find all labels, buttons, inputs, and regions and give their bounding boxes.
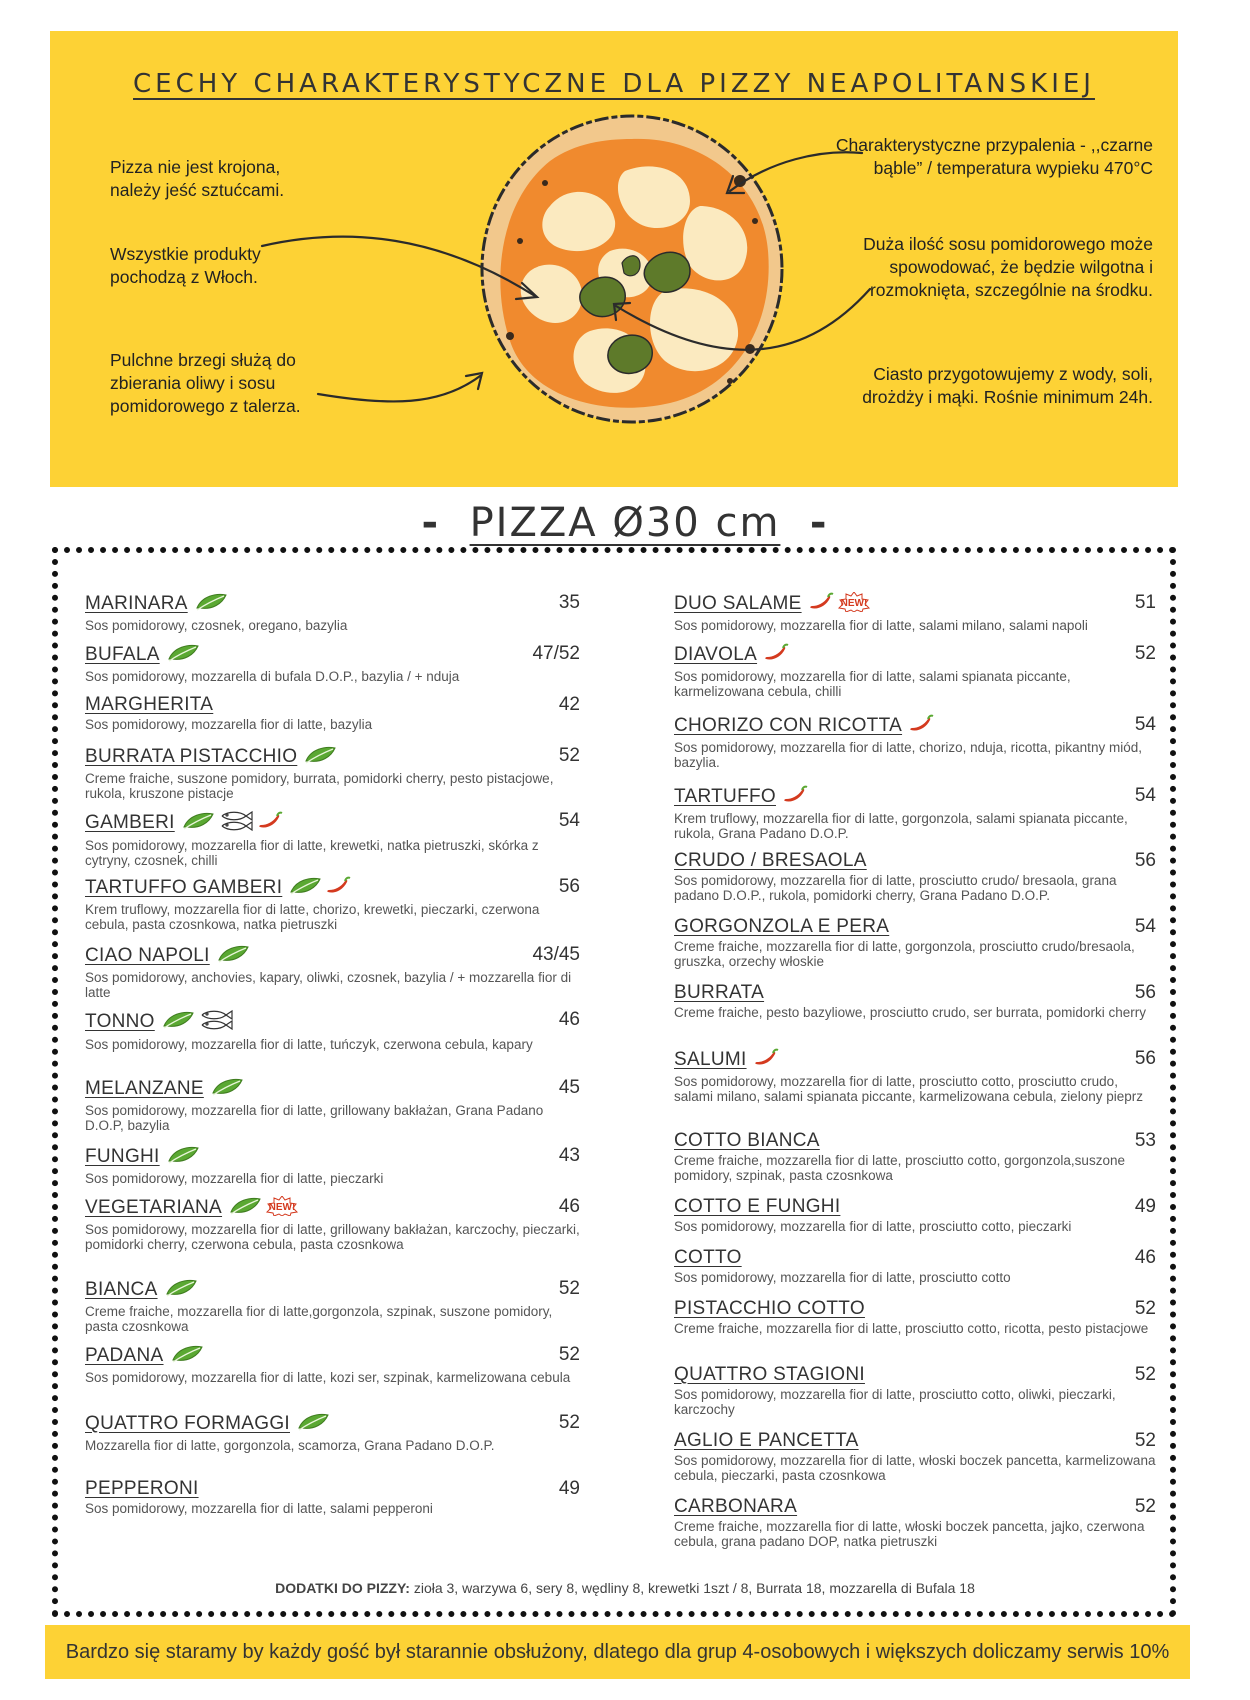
- menu-item-description: Sos pomidorowy, mozzarella fior di latte, prosciutto crudo/ bresaola, grana padano D.O.P., rukola, pomidorki cherry, Grana Padano D.O.P.: [674, 873, 1117, 903]
- fish-icon: [218, 810, 254, 837]
- menu-item-header: [85, 745, 580, 770]
- menu-item-icons: [181, 810, 286, 837]
- menu-item-description: Creme fraiche, pesto bazyliowe, prosciutto crudo, ser burrata, pomidorki cherry: [674, 1005, 1146, 1020]
- menu-item-price: 49: [558, 1478, 580, 1499]
- menu-item: [85, 1412, 580, 1453]
- menu-item-name: SALUMI: [674, 1048, 747, 1070]
- menu-item-description: Sos pomidorowy, mozzarella fior di latte, włoski boczek pancetta, karmelizowana cebula, pieczarki, pasta czosnkowa: [674, 1453, 1156, 1483]
- menu-item-header: [674, 1496, 1156, 1518]
- leaf-icon: [166, 643, 200, 668]
- leaf-icon: [181, 811, 215, 836]
- menu-item: [85, 694, 580, 732]
- menu-item-price: 52: [558, 1278, 580, 1299]
- menu-item: [85, 810, 580, 868]
- menu-item-header: [674, 592, 1156, 617]
- features-title: CECHY CHARAKTERYSTYCZNE DLA PIZZY NEAPOLITANSKIEJ: [133, 69, 1095, 99]
- menu-item-header: [674, 1247, 1156, 1269]
- menu-item-icons: [808, 592, 874, 617]
- menu-item-description: Mozzarella fior di latte, gorgonzola, scamorza, Grana Padano D.O.P.: [85, 1438, 495, 1453]
- menu-item-description: Sos pomidorowy, mozzarella fior di latte, grillowany bakłażan, Grana Padano D.O.P, bazylia: [85, 1103, 544, 1133]
- menu-item-price: 52: [1134, 1364, 1156, 1385]
- menu-item-name: BURRATA PISTACCHIO: [85, 745, 298, 767]
- heading-text: PIZZA Ø30 cm: [469, 500, 781, 546]
- menu-item-header: [85, 1009, 580, 1036]
- menu-item: [85, 1478, 580, 1516]
- menu-item-price: 43: [558, 1145, 580, 1166]
- menu-item: [674, 1364, 1156, 1417]
- chili-icon: [808, 592, 834, 617]
- menu-item-description: Creme fraiche, mozzarella fior di latte, gorgonzola, prosciutto crudo/bresaola, gruszka, orzechy włoskie: [674, 939, 1135, 969]
- leaf-icon: [164, 1278, 198, 1303]
- menu-item-price: 53: [1134, 1130, 1156, 1151]
- menu-item-icons: [753, 1048, 782, 1073]
- menu-item-description: Sos pomidorowy, anchovies, kapary, oliwki, czosnek, bazylia / + mozzarella fior di latte: [85, 970, 572, 1000]
- menu-item-icons: [288, 876, 354, 901]
- menu-item-name: CIAO NAPOLI: [85, 944, 210, 966]
- heading-dash-left: -: [421, 500, 441, 546]
- menu-item-name: MARINARA: [85, 592, 188, 614]
- menu-item-icons: [216, 944, 253, 969]
- menu-item-name: BIANCA: [85, 1278, 158, 1300]
- menu-item-name: COTTO E FUNGHI: [674, 1196, 841, 1217]
- menu-item-price: 54: [1134, 714, 1156, 735]
- menu-item-description: Krem truflowy, mozzarella fior di latte, chorizo, krewetki, pieczarki, czerwona cebula, pasta czosnkowa, natka pietruszki: [85, 902, 540, 932]
- chili-icon: [782, 785, 808, 810]
- menu-item-description: Sos pomidorowy, mozzarella fior di latte, bazylia: [85, 717, 373, 732]
- menu-item-description: Creme fraiche, mozzarella fior di latte,gorgonzola, szpinak, suszone pomidory, pasta czosnkowa: [85, 1304, 553, 1334]
- menu-item: [85, 1145, 580, 1186]
- menu-item: [85, 745, 580, 801]
- menu-item-header: [674, 643, 1156, 668]
- menu-item-icons: [210, 1077, 247, 1102]
- menu-item-header: [674, 1130, 1156, 1152]
- menu-item-price: 54: [1134, 785, 1156, 806]
- chili-icon: [763, 643, 789, 668]
- menu-item-header: [674, 1196, 1156, 1218]
- menu-item-name: AGLIO E PANCETTA: [674, 1430, 859, 1451]
- menu-item-name: CARBONARA: [674, 1496, 798, 1517]
- menu-item-description: Sos pomidorowy, mozzarella fior di latte, chorizo, nduja, ricotta, pikantny miód, bazylia.: [674, 740, 1142, 770]
- menu-item-price: 43/45: [532, 944, 580, 965]
- fact-no-slicing: Pizza nie jest krojona, należy jeść sztućcami.: [110, 157, 285, 200]
- leaf-icon: [228, 1196, 262, 1221]
- leaf-icon: [166, 1145, 200, 1170]
- chili-icon: [257, 811, 283, 836]
- menu-item-icons: [194, 592, 231, 617]
- menu-item-description: Sos pomidorowy, mozzarella fior di latte, salami milano, salami napoli: [674, 618, 1088, 633]
- menu-item-header: [85, 1478, 580, 1500]
- menu-item: [85, 1077, 580, 1133]
- pizza-heading: [0, 500, 1250, 546]
- menu-item: [85, 944, 580, 1000]
- menu-item-price: 54: [558, 810, 580, 831]
- menu-item: [674, 1196, 1156, 1234]
- menu-item: [85, 592, 580, 633]
- menu-item: [674, 1048, 1156, 1104]
- chili-icon: [908, 714, 934, 739]
- menu-item-icons: [228, 1196, 302, 1221]
- menu-item-description: Creme fraiche, suszone pomidory, burrata, pomidorki cherry, pesto pistacjowe, rukola, kruszone pistacje: [85, 771, 554, 801]
- menu-item-name: COTTO BIANCA: [674, 1130, 820, 1151]
- menu-item-price: 46: [558, 1196, 580, 1217]
- menu-item-header: [674, 1298, 1156, 1320]
- menu-item-icons: [763, 643, 792, 668]
- menu-item-description: Creme fraiche, mozzarella fior di latte, prosciutto cotto, ricotta, pesto pistacjowe: [674, 1321, 1149, 1336]
- menu-item: [85, 1196, 580, 1252]
- menu-item-price: 56: [558, 876, 580, 897]
- menu-item-price: 52: [1134, 1430, 1156, 1451]
- menu-item-header: [85, 1196, 580, 1221]
- menu-item-name: TARTUFFO: [674, 785, 776, 807]
- new-badge-text: NEW!: [268, 1202, 296, 1213]
- menu-item-description: Krem truflowy, mozzarella fior di latte, gorgonzola, salami spianata piccante, rukola, Grana Padano D.O.P.: [674, 811, 1128, 841]
- menu-item: [674, 1430, 1156, 1483]
- service-notice: [45, 1625, 1190, 1679]
- menu-item-name: GAMBERI: [85, 811, 175, 833]
- menu-item-icons: [303, 745, 340, 770]
- menu-item-name: FUNGHI: [85, 1145, 160, 1167]
- menu-item-header: [85, 1412, 580, 1437]
- pizza-extras: [0, 1580, 1250, 1596]
- menu-item-name: BURRATA: [674, 982, 765, 1003]
- menu-item-header: [674, 850, 1156, 872]
- leaf-icon: [170, 1344, 204, 1369]
- menu-item: [674, 850, 1156, 903]
- menu-item-name: QUATTRO STAGIONI: [674, 1364, 865, 1385]
- menu-item-price: 52: [1134, 1496, 1156, 1517]
- menu-item: [85, 1344, 580, 1385]
- menu-item-description: Sos pomidorowy, mozzarella di bufala D.O.P., bazylia / + nduja: [85, 669, 460, 684]
- menu-item-header: [674, 714, 1156, 739]
- leaf-icon: [303, 745, 337, 770]
- menu-item-header: [674, 1364, 1156, 1386]
- chili-icon: [325, 876, 351, 901]
- menu-item-price: 51: [1134, 592, 1156, 613]
- fact-crust-edges: Pulchne brzegi służą do zbierania oliwy i sosu pomidorowego z talerza.: [110, 350, 301, 416]
- leaf-icon: [194, 592, 228, 617]
- menu-item-name: CHORIZO CON RICOTTA: [674, 714, 903, 736]
- menu-item-name: MELANZANE: [85, 1077, 204, 1099]
- fish-icon: [198, 1009, 234, 1036]
- fact-italian-products: Wszystkie produkty pochodzą z Włoch.: [110, 244, 261, 287]
- leaf-icon: [296, 1412, 330, 1437]
- menu-item-price: 52: [558, 1412, 580, 1433]
- menu-item-description: Creme fraiche, mozzarella fior di latte, prosciutto cotto, gorgonzola,suszone pomidory, szpinak, pasta czosnkowa: [674, 1153, 1125, 1183]
- menu-item-price: 46: [558, 1009, 580, 1030]
- new-badge-text: NEW!: [840, 598, 867, 609]
- menu-item-header: [85, 810, 580, 837]
- leaf-icon: [210, 1077, 244, 1102]
- menu-item: [674, 916, 1156, 969]
- menu-item-header: [85, 1145, 580, 1170]
- menu-item-description: Sos pomidorowy, mozzarella fior di latte, kozi ser, szpinak, karmelizowana cebula: [85, 1370, 571, 1385]
- menu-item-name: CRUDO / BRESAOLA: [674, 850, 867, 871]
- menu-item-description: Sos pomidorowy, mozzarella fior di latte, prosciutto cotto: [674, 1270, 1011, 1285]
- menu-item-icons: [296, 1412, 333, 1437]
- menu-item: [85, 1278, 580, 1334]
- menu-item-description: Sos pomidorowy, mozzarella fior di latte, pieczarki: [85, 1171, 384, 1186]
- menu-item: [85, 876, 580, 932]
- menu-item-description: Sos pomidorowy, mozzarella fior di latte, tuńczyk, czerwona cebula, kapary: [85, 1037, 533, 1052]
- menu-item-header: [85, 694, 580, 716]
- menu-item: [674, 592, 1156, 633]
- menu-item: [674, 1298, 1156, 1336]
- menu-item-description: Sos pomidorowy, mozzarella fior di latte, prosciutto cotto, prosciutto crudo, salami milano, salami spianata piccante, karmelizowana cebula, zielony pieprz: [674, 1074, 1143, 1104]
- heading-dash-right: -: [809, 500, 829, 546]
- menu-item-header: [674, 785, 1156, 810]
- menu-item-description: Sos pomidorowy, mozzarella fior di latte, salami pepperoni: [85, 1501, 433, 1516]
- menu-item-header: [85, 944, 580, 969]
- menu-item-name: BUFALA: [85, 643, 160, 665]
- menu-item: [674, 1130, 1156, 1183]
- menu-item-price: 52: [558, 745, 580, 766]
- menu-item-price: 54: [1134, 916, 1156, 937]
- menu-item: [674, 785, 1156, 841]
- features-panel: [50, 31, 1178, 487]
- menu-item: [674, 1496, 1156, 1549]
- menu-item-header: [674, 916, 1156, 938]
- extras-label: DODATKI DO PIZZY:: [275, 1580, 410, 1596]
- menu-item-name: PISTACCHIO COTTO: [674, 1298, 865, 1319]
- menu-item-price: 56: [1134, 982, 1156, 1003]
- menu-item-header: [674, 1048, 1156, 1073]
- service-notice-text: Bardzo się staramy by każdy gość był starannie obsłużony, dlatego dla grup 4-osobowych i większych doliczamy serwis 10%: [65, 1641, 1170, 1663]
- menu-item-name: PEPPERONI: [85, 1478, 199, 1499]
- chili-icon: [753, 1048, 779, 1073]
- menu-item-name: DUO SALAME: [674, 592, 802, 614]
- leaf-icon: [216, 944, 250, 969]
- menu-item-price: 56: [1134, 1048, 1156, 1069]
- menu-item-header: [674, 1430, 1156, 1452]
- menu-item-price: 35: [558, 592, 580, 613]
- menu-item-header: [85, 592, 580, 617]
- new-badge: [837, 592, 871, 617]
- leaf-icon: [161, 1010, 195, 1035]
- menu-item-name: VEGETARIANA: [85, 1196, 223, 1218]
- menu-item-name: GORGONZOLA E PERA: [674, 916, 890, 937]
- menu-item-name: TARTUFFO GAMBERI: [85, 876, 283, 898]
- menu-item-description: Sos pomidorowy, czosnek, oregano, bazylia: [85, 618, 348, 633]
- menu-item-name: COTTO: [674, 1247, 742, 1268]
- menu-item-price: 45: [558, 1077, 580, 1098]
- menu-item: [674, 714, 1156, 770]
- menu-item-header: [85, 643, 580, 668]
- menu-item-icons: [166, 1145, 203, 1170]
- menu-item-price: 49: [1134, 1196, 1156, 1217]
- menu-item: [85, 643, 580, 684]
- menu-item-description: Sos pomidorowy, mozzarella fior di latte, krewetki, natka pietruszki, skórka z cytryny, czosnek, chilli: [85, 838, 539, 868]
- menu-item: [674, 643, 1156, 699]
- menu-item: [674, 1247, 1156, 1285]
- menu-item-icons: [908, 714, 937, 739]
- menu-item-icons: [166, 643, 203, 668]
- menu-item-name: TONNO: [85, 1010, 155, 1032]
- fact-burn-spots: Charakterystyczne przypalenia - ,,czarne bąble” / temperatura wypieku 470°C: [835, 135, 1153, 178]
- menu-item-icons: [170, 1344, 207, 1369]
- menu-item: [674, 982, 1156, 1020]
- menu-item-price: 47/52: [532, 643, 580, 664]
- menu-item-description: Sos pomidorowy, mozzarella fior di latte, grillowany bakłażan, karczochy, pieczarki, pomidorki cherry, czerwona cebula, pasta czosnkowa: [85, 1222, 580, 1252]
- menu-item-price: 52: [558, 1344, 580, 1365]
- leaf-icon: [288, 876, 322, 901]
- menu-item-header: [674, 982, 1156, 1004]
- menu-item-price: 52: [1134, 1298, 1156, 1319]
- menu-item-name: DIAVOLA: [674, 643, 758, 665]
- menu-item-price: 42: [558, 694, 580, 715]
- menu-item-header: [85, 1077, 580, 1102]
- menu-item-icons: [782, 785, 811, 810]
- fact-dough: Ciasto przygotowujemy z wody, soli, drożdży i mąki. Rośnie minimum 24h.: [862, 364, 1153, 407]
- menu-item-icons: [164, 1278, 201, 1303]
- menu-item-name: MARGHERITA: [85, 694, 214, 715]
- menu-item-icons: [161, 1009, 237, 1036]
- menu-item-header: [85, 876, 580, 901]
- menu-item-description: Creme fraiche, mozzarella fior di latte, włoski boczek pancetta, jajko, czerwona cebula, grana padano DOP, natka pietruszki: [674, 1519, 1145, 1549]
- menu-item-name: QUATTRO FORMAGGI: [85, 1412, 290, 1434]
- menu-item-price: 56: [1134, 850, 1156, 871]
- menu-item-description: Sos pomidorowy, mozzarella fior di latte, prosciutto cotto, oliwki, pieczarki, karczochy: [674, 1387, 1116, 1417]
- menu-item-price: 52: [1134, 643, 1156, 664]
- menu-item-price: 46: [1134, 1247, 1156, 1268]
- menu-item-header: [85, 1344, 580, 1369]
- menu-item-description: Sos pomidorowy, mozzarella fior di latte, salami spianata piccante, karmelizowana cebula, chilli: [674, 669, 1071, 699]
- menu-item-description: Sos pomidorowy, mozzarella fior di latte, prosciutto cotto, pieczarki: [674, 1219, 1072, 1234]
- fact-sauce: Duża ilość sosu pomidorowego może spowodować, że będzie wilgotna i rozmoknięta, szczególnie na środku.: [863, 234, 1153, 300]
- extras-text: zioła 3, warzywa 6, sery 8, wędliny 8, krewetki 1szt / 8, Burrata 18, mozzarella di Bufala 18: [409, 1580, 975, 1596]
- menu-item: [85, 1009, 580, 1052]
- menu-item-header: [85, 1278, 580, 1303]
- new-badge: [265, 1196, 299, 1221]
- menu-item-name: PADANA: [85, 1344, 164, 1366]
